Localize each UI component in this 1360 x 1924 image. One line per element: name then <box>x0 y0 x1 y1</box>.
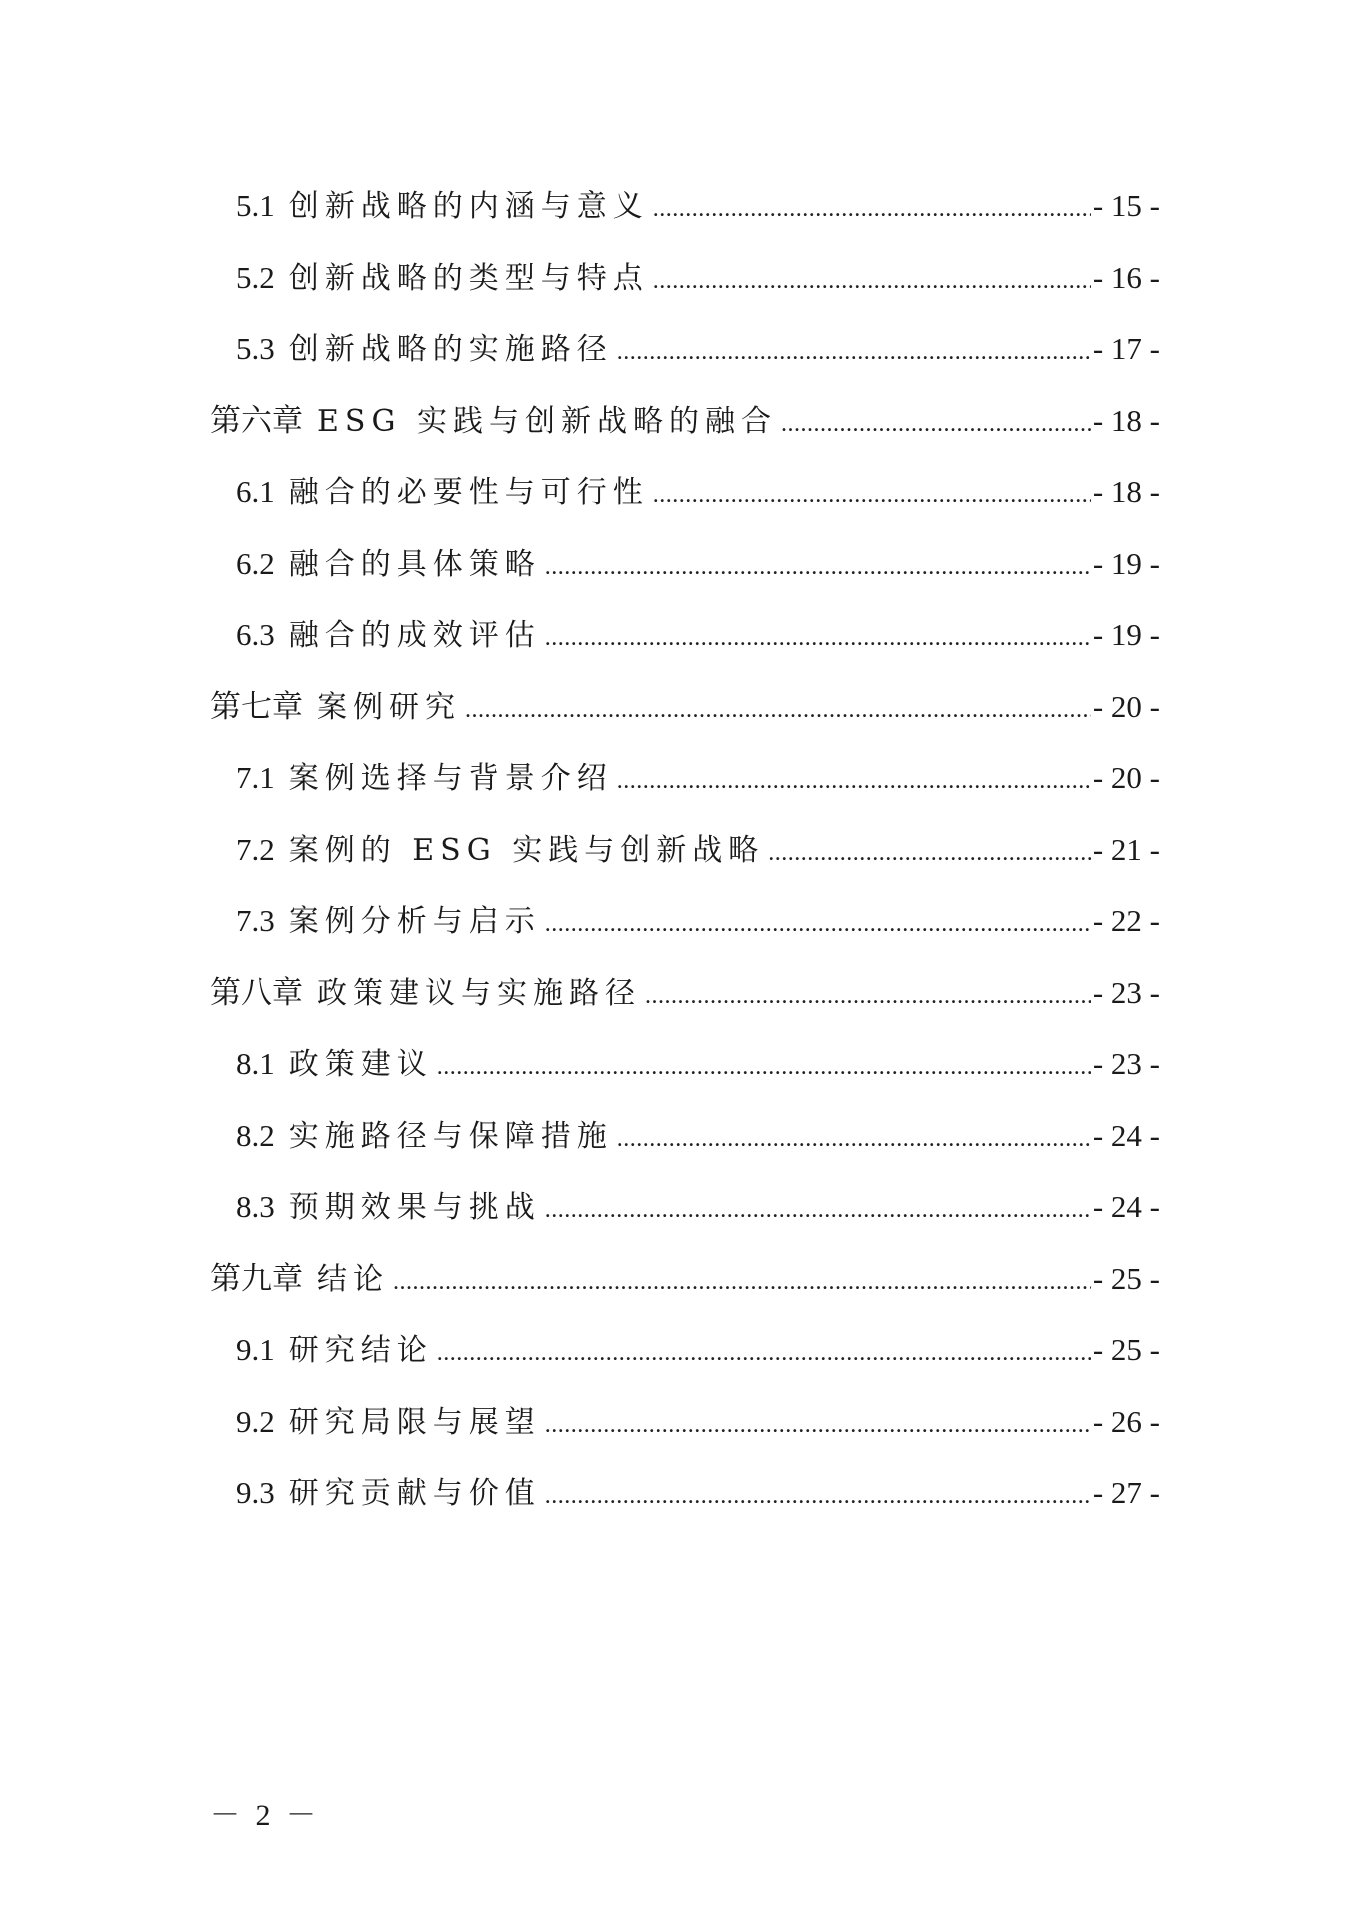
toc-entry-number: 9.3 <box>236 1475 275 1510</box>
toc-entry-number: 第六章 <box>210 402 303 438</box>
toc-entry-page: - 22 - <box>1092 903 1160 938</box>
toc-entry-number: 第七章 <box>210 688 303 724</box>
toc-leader-dots <box>465 675 1091 747</box>
toc-entry-title: 案例选择与背景介绍 <box>288 761 613 796</box>
toc-entry-title: 创新战略的内涵与意义 <box>288 189 649 224</box>
toc-entry-number: 第八章 <box>210 974 303 1010</box>
toc-entry-title: 研究结论 <box>288 1333 433 1368</box>
toc-section-entry[interactable] <box>210 242 1160 314</box>
toc-entry-title: 融合的必要性与可行性 <box>288 475 649 510</box>
toc-chapter-entry[interactable] <box>210 1243 1160 1315</box>
toc-leader-dots <box>545 603 1091 675</box>
toc-entry-title: 结论 <box>317 1261 389 1297</box>
toc-entry-number: 9.1 <box>236 1332 275 1367</box>
toc-entry-title: 创新战略的实施路径 <box>288 332 613 367</box>
toc-entry-page: - 15 - <box>1092 188 1160 223</box>
toc-entry-number: 8.1 <box>236 1046 275 1081</box>
toc-leader-dots <box>653 460 1091 532</box>
toc-entry-title: 案例分析与启示 <box>288 904 541 939</box>
toc-entry-title: 案例的 ESG 实践与创新战略 <box>288 832 765 868</box>
toc-section-entry[interactable] <box>210 170 1160 242</box>
toc-entry-title: 政策建议与实施路径 <box>317 975 641 1011</box>
toc-leader-dots <box>545 532 1091 604</box>
toc-entry-number: 5.2 <box>236 259 275 295</box>
toc-section-entry[interactable] <box>210 528 1160 600</box>
page-number-footer: － 2 － <box>210 1799 320 1832</box>
toc-section-entry[interactable] <box>210 1314 1160 1386</box>
toc-leader-dots <box>617 746 1091 818</box>
toc-leader-dots <box>545 1461 1091 1533</box>
toc-entry-title: 政策建议 <box>288 1047 433 1082</box>
toc-section-entry[interactable] <box>210 313 1160 385</box>
toc-entry-title: ESG 实践与创新战略的融合 <box>317 403 777 439</box>
toc-leader-dots <box>768 818 1091 890</box>
toc-section-entry[interactable] <box>210 1457 1160 1529</box>
toc-entry-page: - 24 - <box>1092 1189 1160 1224</box>
toc-entry-page: - 19 - <box>1092 617 1160 652</box>
toc-entry-page: - 16 - <box>1092 259 1160 295</box>
toc-leader-dots <box>437 1032 1091 1104</box>
toc-entry-title: 创新战略的类型与特点 <box>288 260 649 296</box>
toc-entry-page: - 24 - <box>1092 1117 1160 1153</box>
toc-entry-page: - 25 - <box>1092 1260 1160 1296</box>
toc-leader-dots <box>645 961 1091 1033</box>
toc-entry-title: 预期效果与挑战 <box>288 1190 541 1225</box>
toc-entry-title: 实施路径与保障措施 <box>288 1118 613 1154</box>
toc-section-entry[interactable] <box>210 885 1160 957</box>
toc-leader-dots <box>653 174 1091 246</box>
toc-entry-page: - 19 - <box>1092 545 1160 581</box>
toc-entry-number: 7.2 <box>236 831 275 867</box>
toc-entry-page: - 23 - <box>1092 974 1160 1010</box>
toc-entry-page: - 18 - <box>1092 474 1160 509</box>
toc-entry-number: 6.2 <box>236 545 275 581</box>
toc-leader-dots <box>781 389 1091 461</box>
toc-entry-title: 融合的具体策略 <box>288 546 541 582</box>
toc-section-entry[interactable] <box>210 1100 1160 1172</box>
toc-entry-number: 7.1 <box>236 760 275 795</box>
toc-entry-title: 研究局限与展望 <box>288 1404 541 1440</box>
toc-entry-number: 6.1 <box>236 474 275 509</box>
toc-entry-page: - 20 - <box>1092 688 1160 724</box>
toc-leader-dots <box>393 1247 1091 1319</box>
toc-entry-page: - 23 - <box>1092 1046 1160 1081</box>
toc-entry-number: 7.3 <box>236 903 275 938</box>
toc-entry-page: - 25 - <box>1092 1332 1160 1367</box>
toc-leader-dots <box>545 889 1091 961</box>
toc-entry-title: 案例研究 <box>317 689 461 725</box>
toc-chapter-entry[interactable] <box>210 671 1160 743</box>
toc-leader-dots <box>437 1318 1091 1390</box>
toc-section-entry[interactable] <box>210 1028 1160 1100</box>
toc-leader-dots <box>617 317 1091 389</box>
toc-entry-page: - 26 - <box>1092 1403 1160 1439</box>
toc-entry-number: 第九章 <box>210 1260 303 1296</box>
toc-entry-number: 5.3 <box>236 331 275 366</box>
toc-section-entry[interactable] <box>210 456 1160 528</box>
toc-section-entry[interactable] <box>210 1386 1160 1458</box>
toc-entry-page: - 21 - <box>1092 831 1160 867</box>
toc-section-entry[interactable] <box>210 1171 1160 1243</box>
toc-entry-page: - 20 - <box>1092 760 1160 795</box>
toc-entry-number: 6.3 <box>236 617 275 652</box>
toc-entry-number: 8.2 <box>236 1117 275 1153</box>
toc-leader-dots <box>545 1390 1091 1462</box>
toc-entry-page: - 17 - <box>1092 331 1160 366</box>
toc-entry-title: 融合的成效评估 <box>288 618 541 653</box>
toc-entry-number: 8.3 <box>236 1189 275 1224</box>
table-of-contents <box>210 170 1160 1529</box>
toc-entry-number: 9.2 <box>236 1403 275 1439</box>
toc-entry-number: 5.1 <box>236 188 275 223</box>
toc-section-entry[interactable] <box>210 599 1160 671</box>
toc-section-entry[interactable] <box>210 814 1160 886</box>
toc-entry-title: 研究贡献与价值 <box>288 1476 541 1511</box>
toc-chapter-entry[interactable] <box>210 957 1160 1029</box>
toc-chapter-entry[interactable] <box>210 385 1160 457</box>
toc-entry-page: - 27 - <box>1092 1475 1160 1510</box>
toc-section-entry[interactable] <box>210 742 1160 814</box>
toc-leader-dots <box>617 1104 1091 1176</box>
toc-leader-dots <box>653 246 1091 318</box>
toc-leader-dots <box>545 1175 1091 1247</box>
toc-entry-page: - 18 - <box>1092 402 1160 438</box>
